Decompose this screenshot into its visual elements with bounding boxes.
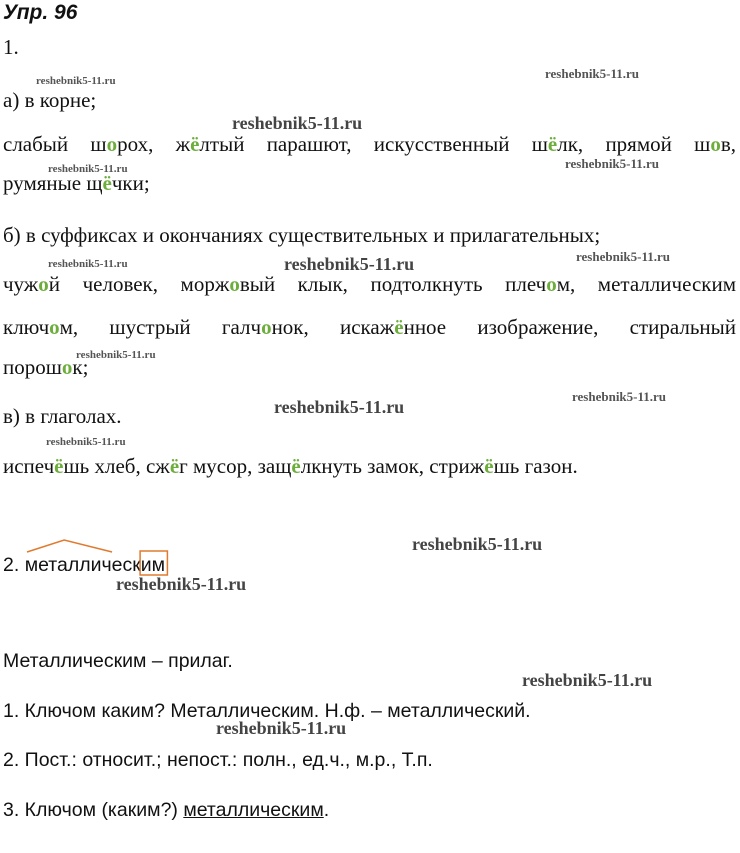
text-fragment: рох, ж — [117, 132, 191, 156]
watermark: reshebnik5-11.ru — [284, 254, 415, 274]
watermark: reshebnik5-11.ru — [274, 397, 405, 417]
text-fragment: нок, искаж — [271, 315, 395, 339]
text-fragment: г мусор, защ — [179, 454, 292, 478]
ending-box — [140, 551, 167, 575]
watermark: reshebnik5-11.ru — [36, 75, 116, 87]
watermark: reshebnik5-11.ru — [576, 249, 671, 264]
text-fragment: лкнуть замок, стриж — [300, 454, 485, 478]
highlighted-vowel: о — [710, 132, 721, 156]
text-fragment: порош — [3, 355, 62, 379]
exercise-title: Упр. 96 — [3, 1, 78, 24]
text-fragment: испеч — [3, 454, 55, 478]
watermark: reshebnik5-11.ru — [545, 66, 640, 81]
text-fragment: румяные щ — [3, 171, 103, 195]
root-arc — [27, 540, 112, 552]
section-a-line-1 — [3, 131, 736, 157]
watermark: reshebnik5-11.ru — [216, 718, 347, 738]
analysis-line-3-prefix: 3. Ключом (каким?) — [3, 799, 184, 821]
highlighted-vowel: о — [38, 272, 49, 296]
parsed-word-text: металлическим — [24, 554, 166, 576]
watermark: reshebnik5-11.ru — [572, 389, 667, 404]
highlighted-vowel: о — [546, 272, 557, 296]
watermark: reshebnik5-11.ru — [48, 163, 128, 175]
analysis-line-3 — [3, 797, 736, 823]
text-fragment: в, — [720, 132, 736, 156]
part1-number: 1. — [3, 35, 19, 59]
section-b-line-2 — [3, 314, 736, 340]
section-c-line-1 — [3, 453, 736, 479]
highlighted-vowel: ё — [169, 454, 180, 478]
section-c-label: в) в глаголах. — [3, 404, 122, 428]
section-b-label: б) в суффиксах и окончаниях существительных и прилагательных; — [3, 223, 601, 247]
highlighted-vowel: ё — [291, 454, 301, 478]
text-fragment: шь газон. — [493, 454, 578, 478]
highlighted-vowel: ё — [190, 132, 200, 156]
analysis-heading: Металлическим – прилаг. — [3, 650, 233, 672]
watermark: reshebnik5-11.ru — [522, 670, 653, 690]
analysis-line-2: 2. Пост.: относит.; непост.: полн., ед.ч., м.р., Т.п. — [3, 749, 433, 771]
text-fragment: ключ — [3, 315, 50, 339]
watermark: reshebnik5-11.ru — [116, 574, 247, 594]
highlighted-vowel: о — [261, 315, 272, 339]
highlighted-vowel: ё — [484, 454, 494, 478]
analysis-line-3-word: металлическим — [183, 799, 324, 821]
text-fragment: шь хлеб, сж — [63, 454, 170, 478]
highlighted-vowel: о — [49, 315, 60, 339]
watermark: reshebnik5-11.ru — [76, 349, 156, 361]
text-fragment: м, шустрый галч — [59, 315, 262, 339]
highlighted-vowel: ё — [54, 454, 64, 478]
highlighted-vowel: ё — [102, 171, 112, 195]
analysis-line-1: 1. Ключом каким? Металлическим. Н.ф. – металлический. — [3, 700, 531, 722]
text-fragment: вый клык, подтолкнуть плеч — [239, 272, 547, 296]
part2-number: 2. — [3, 554, 20, 576]
text-fragment: слабый ш — [3, 132, 107, 156]
text-fragment: чуж — [3, 272, 39, 296]
part2-line — [3, 552, 736, 578]
morpheme-marks — [25, 530, 171, 580]
highlighted-vowel: ё — [547, 132, 558, 156]
watermark: reshebnik5-11.ru — [232, 113, 363, 133]
watermark: reshebnik5-11.ru — [412, 534, 543, 554]
text-fragment: лк, прямой ш — [557, 132, 711, 156]
watermark: reshebnik5-11.ru — [46, 436, 126, 448]
watermark: reshebnik5-11.ru — [48, 258, 128, 270]
highlighted-vowel: о — [61, 355, 73, 379]
text-fragment: нное изображение, стиральный — [403, 315, 736, 339]
analysis-line-3-suffix: . — [323, 799, 330, 821]
text-fragment: й человек, морж — [48, 272, 230, 296]
text-fragment: чки; — [111, 171, 150, 195]
highlighted-vowel: о — [229, 272, 240, 296]
highlighted-vowel: ё — [394, 315, 404, 339]
text-fragment: к; — [72, 355, 89, 379]
text-fragment: м, металлическим — [556, 272, 736, 296]
watermark: reshebnik5-11.ru — [565, 156, 660, 171]
section-a-label: а) в корне; — [3, 88, 97, 112]
highlighted-vowel: о — [106, 132, 118, 156]
text-fragment: лтый парашют, искусственный ш — [199, 132, 548, 156]
